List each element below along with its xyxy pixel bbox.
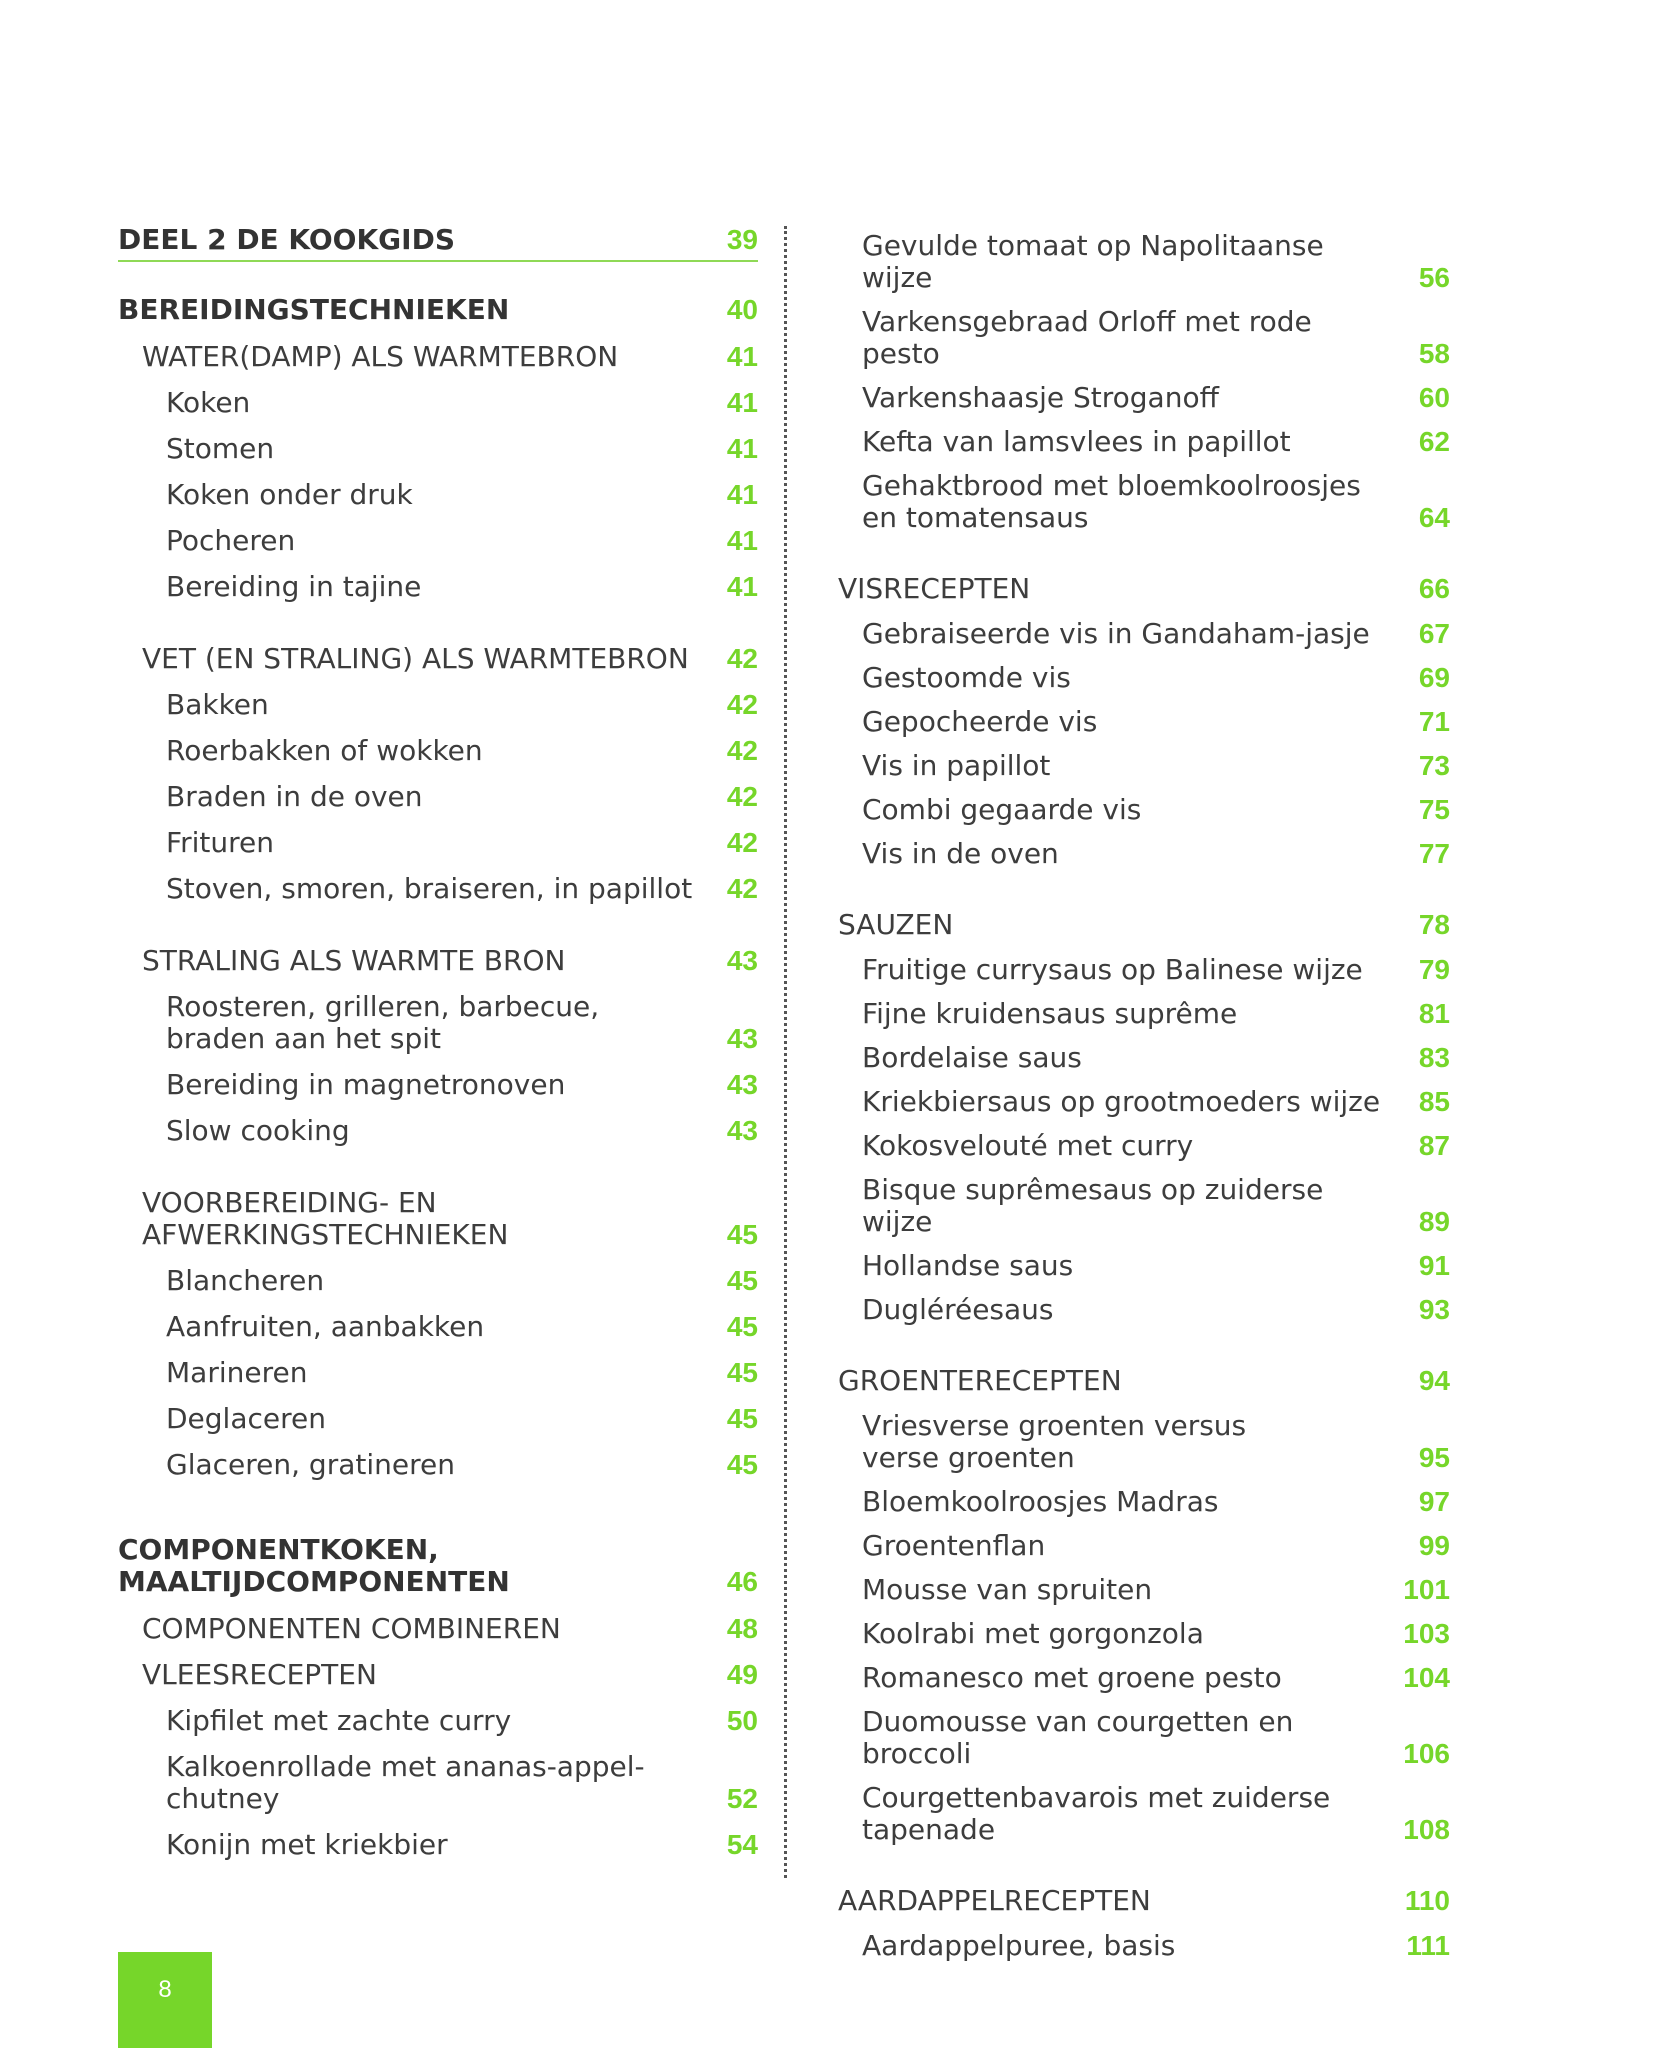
toc-entry-title: STRALING ALS WARMTE BRON — [142, 944, 566, 977]
toc-section-heading — [838, 566, 1450, 612]
toc-entry-title: SAUZEN — [838, 908, 954, 941]
toc-entry — [838, 1288, 1450, 1332]
toc-entry-page: 62 — [1418, 426, 1450, 457]
toc-section-heading — [838, 1878, 1450, 1924]
toc-entry-title: DEEL 2 DE KOOKGIDS — [118, 223, 455, 256]
toc-entry-title: COMPONENTEN COMBINEREN — [142, 1612, 561, 1645]
toc-entry-page: 41 — [726, 387, 758, 418]
toc-entry-page: 71 — [1418, 706, 1450, 737]
toc-entry-page: 79 — [1418, 954, 1450, 985]
toc-section-heading — [118, 938, 758, 984]
toc-entry-page: 45 — [726, 1311, 758, 1342]
toc-entry-title: Romanesco met groene pesto — [862, 1661, 1282, 1694]
toc-entry-title: Fruitige currysaus op Balinese wijze — [862, 953, 1363, 986]
toc-entry — [838, 832, 1450, 876]
toc-entry — [838, 1168, 1450, 1244]
toc-entry-title: AARDAPPELRECEPTEN — [838, 1884, 1151, 1917]
toc-entry-page: 58 — [1418, 338, 1450, 369]
toc-entry-page: 75 — [1418, 794, 1450, 825]
toc-section-heading — [838, 902, 1450, 948]
toc-entry — [118, 1350, 758, 1396]
page-number: 8 — [158, 1976, 172, 2003]
toc-entry — [118, 866, 758, 912]
toc-entry — [118, 1698, 758, 1744]
toc-entry — [838, 656, 1450, 700]
toc-entry — [118, 426, 758, 472]
toc-entry-page: 41 — [726, 479, 758, 510]
toc-entry — [838, 1124, 1450, 1168]
toc-entry-page: 45 — [726, 1449, 758, 1480]
toc-section-heading — [118, 636, 758, 682]
toc-entry — [838, 1924, 1450, 1968]
toc-entry-title: Gebraiseerde vis in Gandaham-jasje — [862, 617, 1370, 650]
toc-entry-page: 41 — [726, 571, 758, 602]
toc-entry — [838, 948, 1450, 992]
toc-entry-page: 67 — [1418, 618, 1450, 649]
toc-entry-page: 85 — [1418, 1086, 1450, 1117]
toc-entry-title: Stoven, smoren, braiseren, in papillot — [166, 872, 693, 905]
toc-entry-title: VOORBEREIDING- EN AFWERKINGSTECHNIEKEN — [142, 1186, 509, 1251]
toc-entry-page: 108 — [1403, 1814, 1450, 1845]
toc-entry-page: 48 — [726, 1613, 758, 1644]
toc-entry-page: 93 — [1418, 1294, 1450, 1325]
toc-entry — [838, 1036, 1450, 1080]
toc-entry — [838, 1612, 1450, 1656]
toc-entry-page: 45 — [726, 1265, 758, 1296]
toc-section-heading — [118, 1606, 758, 1652]
toc-entry-page: 42 — [726, 827, 758, 858]
toc-entry-page: 43 — [726, 945, 758, 976]
toc-entry — [838, 1080, 1450, 1124]
toc-entry-title: Glaceren, gratineren — [166, 1448, 455, 1481]
toc-entry-page: 43 — [726, 1023, 758, 1054]
toc-entry-title: Bereiding in tajine — [166, 570, 422, 603]
page-number-badge — [118, 1952, 212, 2048]
toc-entry-page: 60 — [1418, 382, 1450, 413]
toc-entry-title: Kipfilet met zachte curry — [166, 1704, 512, 1737]
toc-entry-page: 78 — [1418, 909, 1450, 940]
column-divider — [784, 226, 787, 1878]
toc-entry-page: 42 — [726, 873, 758, 904]
toc-entry-title: Kefta van lamsvlees in papillot — [862, 425, 1291, 458]
toc-entry-title: Slow cooking — [166, 1114, 350, 1147]
toc-entry-page: 39 — [726, 224, 758, 255]
toc-entry-title: COMPONENTKOKEN, MAALTIJDCOMPONENTEN — [118, 1533, 510, 1598]
toc-entry — [118, 1442, 758, 1488]
toc-entry-page: 52 — [726, 1783, 758, 1814]
toc-entry-page: 106 — [1403, 1738, 1450, 1769]
toc-entry — [838, 1776, 1450, 1852]
toc-entry — [838, 1244, 1450, 1288]
toc-section-heading — [838, 1358, 1450, 1404]
toc-entry-page: 41 — [726, 433, 758, 464]
toc-entry-title: VET (EN STRALING) ALS WARMTEBRON — [142, 642, 689, 675]
toc-entry-page: 73 — [1418, 750, 1450, 781]
toc-entry-page: 46 — [726, 1566, 758, 1597]
toc-entry-title: Pocheren — [166, 524, 296, 557]
toc-entry-page: 45 — [726, 1219, 758, 1250]
toc-entry-title: Aanfruiten, aanbakken — [166, 1310, 485, 1343]
toc-entry — [838, 992, 1450, 1036]
toc-entry-title: Courgettenbavarois met zuiderse tapenade — [862, 1781, 1331, 1846]
toc-entry-title: Konijn met kriekbier — [166, 1828, 448, 1861]
toc-entry-page: 103 — [1403, 1618, 1450, 1649]
toc-entry-title: Frituren — [166, 826, 274, 859]
toc-entry-page: 42 — [726, 781, 758, 812]
toc-entry-title: BEREIDINGSTECHNIEKEN — [118, 293, 510, 326]
toc-entry-page: 87 — [1418, 1130, 1450, 1161]
toc-entry-title: Bakken — [166, 688, 269, 721]
toc-entry-page: 110 — [1404, 1885, 1450, 1916]
toc-entry-title: Roerbakken of wokken — [166, 734, 483, 767]
toc-entry-page: 43 — [726, 1115, 758, 1146]
toc-entry-title: Koolrabi met gorgonzola — [862, 1617, 1204, 1650]
toc-entry — [118, 1744, 758, 1822]
toc-entry-title: Vis in de oven — [862, 837, 1059, 870]
toc-part-heading — [118, 1526, 758, 1606]
toc-entry-page: 54 — [726, 1829, 758, 1860]
toc-left-column — [118, 224, 758, 1868]
toc-entry-title: Hollandse saus — [862, 1249, 1074, 1282]
toc-section-heading — [118, 1180, 758, 1258]
toc-entry-title: VISRECEPTEN — [838, 572, 1031, 605]
toc-entry-page: 41 — [726, 525, 758, 556]
toc-entry-title: Gehaktbrood met bloemkoolroosjes en tomatensaus — [862, 469, 1361, 534]
toc-entry-title: Vriesverse groenten versus verse groenten — [862, 1409, 1247, 1474]
toc-entry — [118, 472, 758, 518]
toc-entry-page: 97 — [1418, 1486, 1450, 1517]
toc-entry-title: Marineren — [166, 1356, 308, 1389]
toc-entry — [118, 820, 758, 866]
toc-entry-page: 91 — [1418, 1250, 1450, 1281]
toc-part-heading — [118, 286, 758, 334]
toc-entry-title: Bereiding in magnetronoven — [166, 1068, 566, 1101]
toc-section-heading — [118, 1652, 758, 1698]
toc-entry-page: 94 — [1418, 1365, 1450, 1396]
toc-entry — [118, 774, 758, 820]
toc-entry — [838, 700, 1450, 744]
toc-entry-page: 81 — [1418, 998, 1450, 1029]
toc-entry-title: Kokosvelouté met curry — [862, 1129, 1194, 1162]
toc-entry-title: Combi gegaarde vis — [862, 793, 1142, 826]
toc-entry-title: Mousse van spruiten — [862, 1573, 1153, 1606]
toc-entry-title: VLEESRECEPTEN — [142, 1658, 377, 1691]
toc-right-column — [838, 224, 1450, 1968]
toc-entry — [838, 300, 1450, 376]
toc-entry — [118, 984, 758, 1062]
toc-entry-title: WATER(DAMP) ALS WARMTEBRON — [142, 340, 619, 373]
toc-entry — [838, 376, 1450, 420]
toc-entry — [838, 612, 1450, 656]
toc-entry — [838, 1404, 1450, 1480]
toc-entry-page: 64 — [1418, 502, 1450, 533]
toc-entry-title: Koken onder druk — [166, 478, 413, 511]
toc-entry-title: GROENTERECEPTEN — [838, 1364, 1122, 1397]
toc-section-heading — [118, 334, 758, 380]
toc-entry-title: Duomousse van courgetten en broccoli — [862, 1705, 1294, 1770]
toc-entry-page: 95 — [1418, 1442, 1450, 1473]
toc-entry — [118, 518, 758, 564]
toc-entry-title: Roosteren, grilleren, barbecue, braden aan het spit — [166, 990, 600, 1055]
toc-entry-page: 43 — [726, 1069, 758, 1100]
toc-entry-title: Varkensgebraad Orloff met rode pesto — [862, 305, 1312, 370]
toc-entry — [118, 380, 758, 426]
toc-entry-title: Bisque suprêmesaus op zuiderse wijze — [862, 1173, 1324, 1238]
toc-entry-title: Stomen — [166, 432, 275, 465]
toc-entry-page: 42 — [726, 735, 758, 766]
toc-entry-title: Kriekbiersaus op grootmoeders wijze — [862, 1085, 1381, 1118]
toc-entry-title: Varkenshaasje Stroganoff — [862, 381, 1219, 414]
toc-entry-page: 42 — [726, 689, 758, 720]
toc-entry-page: 45 — [726, 1357, 758, 1388]
toc-entry — [838, 224, 1450, 300]
toc-entry — [838, 1568, 1450, 1612]
toc-entry — [838, 1700, 1450, 1776]
toc-entry-title: Kalkoenrollade met ananas-appel- chutney — [166, 1750, 645, 1815]
toc-entry-page: 50 — [726, 1705, 758, 1736]
toc-entry — [838, 1656, 1450, 1700]
toc-entry-title: Bloemkoolroosjes Madras — [862, 1485, 1219, 1518]
toc-entry — [838, 420, 1450, 464]
toc-entry — [838, 464, 1450, 540]
toc-entry-page: 104 — [1403, 1662, 1450, 1693]
toc-entry-title: Dugléréesaus — [862, 1293, 1054, 1326]
toc-entry-title: Deglaceren — [166, 1402, 326, 1435]
toc-entry — [838, 744, 1450, 788]
toc-entry-title: Koken — [166, 386, 251, 419]
toc-entry-page: 77 — [1418, 838, 1450, 869]
toc-entry — [118, 728, 758, 774]
toc-entry-page: 69 — [1418, 662, 1450, 693]
toc-entry-title: Gestoomde vis — [862, 661, 1071, 694]
toc-entry — [118, 1108, 758, 1154]
toc-entry-page: 41 — [726, 341, 758, 372]
toc-entry-page: 99 — [1418, 1530, 1450, 1561]
toc-entry — [838, 1480, 1450, 1524]
toc-entry-title: Gevulde tomaat op Napolitaanse wijze — [862, 229, 1324, 294]
toc-entry-page: 111 — [1406, 1930, 1450, 1961]
toc-entry-title: Gepocheerde vis — [862, 705, 1098, 738]
toc-entry-page: 40 — [726, 294, 758, 325]
toc-entry — [118, 1258, 758, 1304]
toc-entry — [118, 1822, 758, 1868]
toc-entry — [838, 1524, 1450, 1568]
toc-entry-page: 83 — [1418, 1042, 1450, 1073]
toc-entry-title: Blancheren — [166, 1264, 325, 1297]
toc-entry-title: Vis in papillot — [862, 749, 1051, 782]
toc-entry — [118, 682, 758, 728]
toc-entry-title: Aardappelpuree, basis — [862, 1929, 1176, 1962]
toc-entry-page: 45 — [726, 1403, 758, 1434]
toc-entry — [118, 1304, 758, 1350]
toc-entry-title: Braden in de oven — [166, 780, 423, 813]
toc-entry-page: 42 — [726, 643, 758, 674]
toc-part-heading — [118, 224, 758, 262]
toc-entry-title: Bordelaise saus — [862, 1041, 1082, 1074]
toc-entry-page: 101 — [1403, 1574, 1450, 1605]
toc-entry-title: Groentenflan — [862, 1529, 1046, 1562]
toc-entry-page: 66 — [1418, 573, 1450, 604]
toc-entry-page: 89 — [1418, 1206, 1450, 1237]
toc-entry-page: 49 — [726, 1659, 758, 1690]
toc-entry — [118, 1396, 758, 1442]
toc-entry — [838, 788, 1450, 832]
toc-entry — [118, 1062, 758, 1108]
toc-entry-page: 56 — [1418, 262, 1450, 293]
toc-entry — [118, 564, 758, 610]
toc-entry-title: Fijne kruidensaus suprême — [862, 997, 1238, 1030]
